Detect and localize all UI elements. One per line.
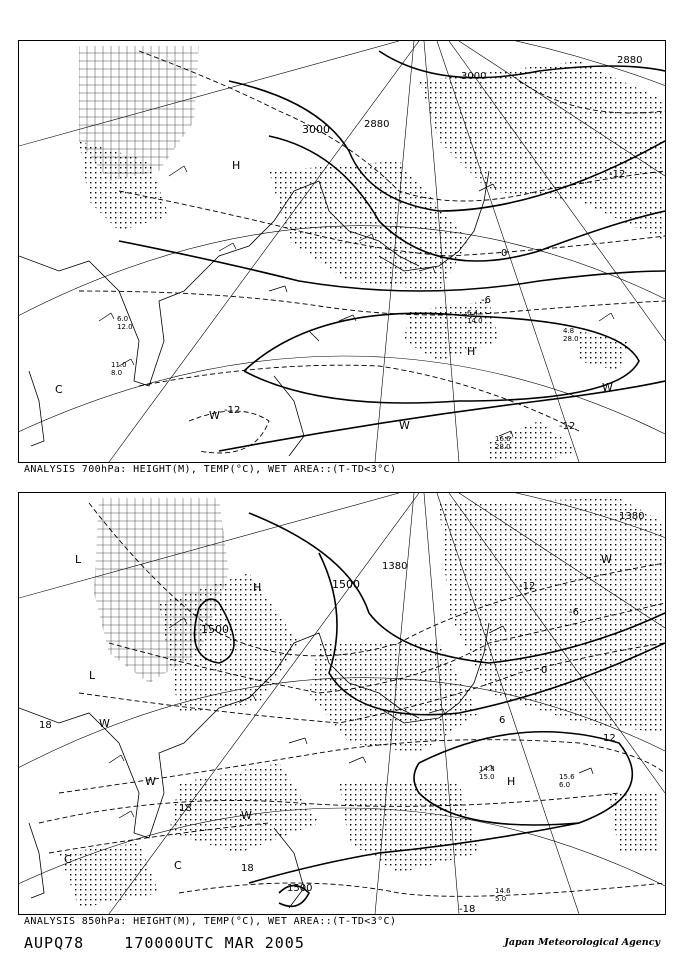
station-value: 6.4 14.0 <box>467 309 483 325</box>
temp-label: 12 <box>603 733 616 744</box>
temp-label: -12 <box>519 581 536 592</box>
temp-label: -12 <box>609 169 626 180</box>
caption-850hpa: ANALYSIS 850hPa: HEIGHT(M), TEMP(°C), WET AREA::(T-TD<3°C) <box>24 916 397 927</box>
temp-label: -12 <box>559 421 576 432</box>
station-value: 4.8 28.0 <box>563 327 579 343</box>
height-label: 2880 <box>364 119 390 130</box>
map-panel-850hpa <box>18 492 666 915</box>
warm-center: W <box>601 553 612 566</box>
chart-identifier: AUPQ78 170000UTC MAR 2005 <box>24 934 305 952</box>
wet-area-700 <box>79 46 665 462</box>
temp-label: -12 <box>224 405 241 416</box>
agency-name: Japan Meteorological Agency <box>504 937 660 948</box>
height-label: 1500 <box>332 578 360 591</box>
station-value: 11.0 8.0 <box>111 361 127 377</box>
high-center: H <box>507 775 516 788</box>
map-700hpa-svg <box>19 41 665 462</box>
low-center: L <box>75 553 82 566</box>
cold-center: C <box>55 383 63 396</box>
height-label: 1380 <box>619 511 645 522</box>
map-panel-700hpa <box>18 40 666 463</box>
height-label: 1500 <box>201 623 229 636</box>
high-center: H <box>232 159 241 172</box>
station-value: 16.6 28.0 <box>495 435 511 451</box>
warm-center: W <box>209 409 220 422</box>
station-plots-850 <box>479 765 575 903</box>
warm-center: W <box>241 809 252 822</box>
station-value: 14.6 5.0 <box>495 887 511 903</box>
height-label: 2880 <box>617 55 643 66</box>
temp-label: 18 <box>39 720 52 731</box>
height-label: 1500 <box>287 883 313 894</box>
temp-label: 18 <box>179 803 192 814</box>
height-label: 3000 <box>461 71 487 82</box>
high-center: H <box>467 345 476 358</box>
warm-center: W <box>399 419 410 432</box>
station-value: 6.0 12.0 <box>117 315 133 331</box>
high-center: H <box>253 581 262 594</box>
station-value: 15.6 6.0 <box>559 773 575 789</box>
temp-label: -6 <box>569 607 579 618</box>
warm-center: W <box>602 381 613 394</box>
warm-center: W <box>99 717 110 730</box>
caption-700hpa: ANALYSIS 700hPa: HEIGHT(M), TEMP(°C), WET AREA::(T-TD<3°C) <box>24 464 397 475</box>
temp-label: 0 <box>501 248 508 259</box>
cold-center: C <box>174 859 182 872</box>
temp-label: -6 <box>481 295 491 306</box>
height-label: 3000 <box>302 123 330 136</box>
warm-center: W <box>145 775 156 788</box>
temp-label: 6 <box>499 715 506 726</box>
temp-label: 0 <box>541 665 548 676</box>
station-value: 14.8 15.0 <box>479 765 495 781</box>
cold-center: C <box>64 853 72 866</box>
temp-label: -18 <box>459 904 476 914</box>
map-850hpa-svg <box>19 493 665 914</box>
low-center: L <box>89 669 96 682</box>
temp-label: 18 <box>241 863 254 874</box>
height-label: 1380 <box>382 561 408 572</box>
